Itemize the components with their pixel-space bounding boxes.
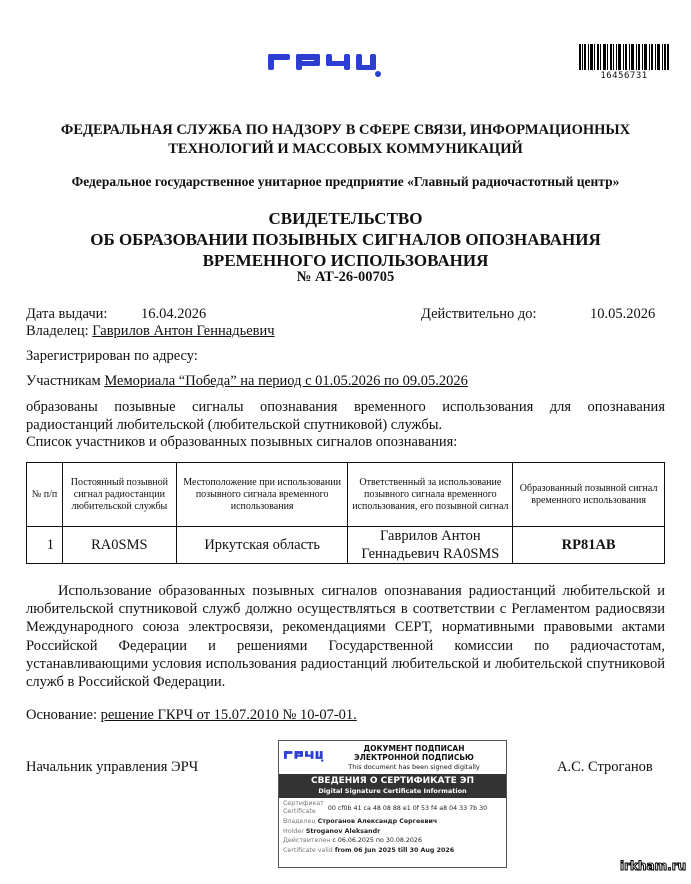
agency-line-2: ТЕХНОЛОГИЙ И МАССОВЫХ КОММУНИКАЦИЙ [168, 141, 523, 157]
header-number: № п/п [27, 463, 63, 527]
stamp-cert-label-ru: Сертификат [283, 800, 324, 807]
signer-name: А.С. Строганов [557, 759, 653, 775]
cell-responsible: Гаврилов Антон Геннадьевич RA0SMS [348, 527, 513, 564]
stamp-signed-en: This document has been signed digitally [348, 763, 480, 771]
basis-line [26, 707, 357, 724]
valid-until-label: Действительно до: [421, 306, 537, 322]
stamp-cert-value: 00 cf0b 41 ca 48 08 88 e1 0f 53 f4 a8 04 33 7b 30 [327, 804, 488, 812]
stamp-valid-label-ru: Действителен [283, 837, 331, 844]
header-location: Местоположение при использовании позывного сигнала временного использования [176, 463, 348, 527]
list-caption: Список участников и образованных позывных сигналов опознавания: [26, 434, 458, 450]
formed-text: образованы позывные сигналы опознавания временного использования для опознавания радиостанций любительской (любительской спутниковой) службы. [26, 399, 665, 433]
grfc-logo [268, 46, 382, 78]
owner-label: Владелец: [26, 323, 89, 339]
agency-line-1: ФЕДЕРАЛЬНАЯ СЛУЖБА ПО НАДЗОРУ В СФЕРЕ СВЯЗИ, ИНФОРМАЦИОННЫХ [60, 122, 631, 138]
barcode-number: 16456731 [600, 71, 648, 81]
stamp-holder-ru: Строганов Александр Сергеевич [317, 818, 438, 825]
stamp-signed-ru-1: ДОКУМЕНТ ПОДПИСАН [363, 744, 465, 753]
stamp-signed-ru [325, 744, 503, 762]
watermark: irkham.ru [620, 859, 687, 873]
stamp-cert-info-en: Digital Signature Certificate Information [318, 787, 467, 795]
cell-callsign: RA0SMS [62, 527, 176, 564]
table-row [27, 527, 665, 564]
stamp-holder-en: Stroganov Aleksandr [305, 828, 381, 835]
title-line-1: СВИДЕТЕЛЬСТВО [268, 209, 423, 228]
participants-label: Участникам [26, 373, 101, 389]
stamp-signed-ru-2: ЭЛЕКТРОННОЙ ПОДПИСЬЮ [354, 753, 474, 762]
cell-location: Иркутская область [176, 527, 348, 564]
header-callsign: Постоянный позывной сигнал радиостанции любительской службы [62, 463, 176, 527]
issue-date-label: Дата выдачи: [26, 306, 108, 322]
signer-position: Начальник управления ЭРЧ [26, 759, 199, 775]
digital-signature-stamp [278, 740, 507, 868]
owner-line [26, 323, 275, 340]
stamp-logo [284, 747, 324, 759]
cell-number: 1 [27, 527, 63, 564]
table-header-row [27, 463, 665, 527]
basis-label: Основание: [26, 707, 97, 723]
issue-date: 16.04.2026 [141, 306, 207, 322]
stamp-holder-label-ru: Владелец [283, 818, 316, 825]
usage-paragraph: Использование образованных позывных сигналов опознавания радиостанций любительской и любительской спутниковой служб должно осуществляться в соответствии с Регламентом радиосвязи Международного союза электросвязи, рекомендациями СЕРТ, нормативными правовыми актами Российской Федерации и решениями Государственной комиссии по радиочастотам, устанавливающими условия использования радиостанций любительской и любительской спутниковой служб в Российской Федерации. [26, 583, 665, 691]
basis-value: решение ГКРЧ от 15.07.2010 № 10-07-01. [100, 707, 357, 723]
participants-event: Мемориала “Победа” на период с 01.05.2026 по 09.05.2026 [104, 373, 468, 389]
stamp-holder-label-en: Holder [283, 828, 304, 835]
valid-until-date: 10.05.2026 [590, 306, 656, 322]
header-responsible: Ответственный за использование позывного сигнала временного использования, его позывной сигнал [348, 463, 513, 527]
stamp-cert-label-en: Certificate [283, 808, 316, 815]
stamp-valid-en: from 06 Jun 2025 till 30 Aug 2026 [334, 847, 455, 854]
stamp-cert-header [279, 774, 506, 798]
barcode [579, 44, 669, 70]
callsign-table [26, 462, 665, 564]
title-line-2: ОБ ОБРАЗОВАНИИ ПОЗЫВНЫХ СИГНАЛОВ ОПОЗНАВАНИЯ [90, 230, 601, 249]
stamp-valid-ru: с 06.06.2025 по 30.08.2026 [332, 837, 422, 844]
header-temp-callsign: Образованный позывной сигнал временного использования [513, 463, 665, 527]
owner-name: Гаврилов Антон Геннадьевич [92, 323, 275, 339]
title-line-3: ВРЕМЕННОГО ИСПОЛЬЗОВАНИЯ [202, 251, 489, 270]
stamp-cert-info-ru: СВЕДЕНИЯ О СЕРТИФИКАТЕ ЭП [310, 776, 475, 786]
certificate-title [0, 208, 691, 271]
agency-name [0, 121, 691, 159]
participants-line [26, 373, 468, 390]
stamp-valid-label-en: Certificate valid [283, 847, 333, 854]
enterprise-name: Федеральное государственное унитарное предприятие «Главный радиочастотный центр» [71, 174, 620, 189]
address-label: Зарегистрирован по адресу: [26, 348, 198, 364]
certificate-number: № АТ-26-00705 [296, 269, 395, 285]
stamp-cert-details [279, 798, 506, 858]
cell-temp-callsign: RP81AB [513, 527, 665, 564]
